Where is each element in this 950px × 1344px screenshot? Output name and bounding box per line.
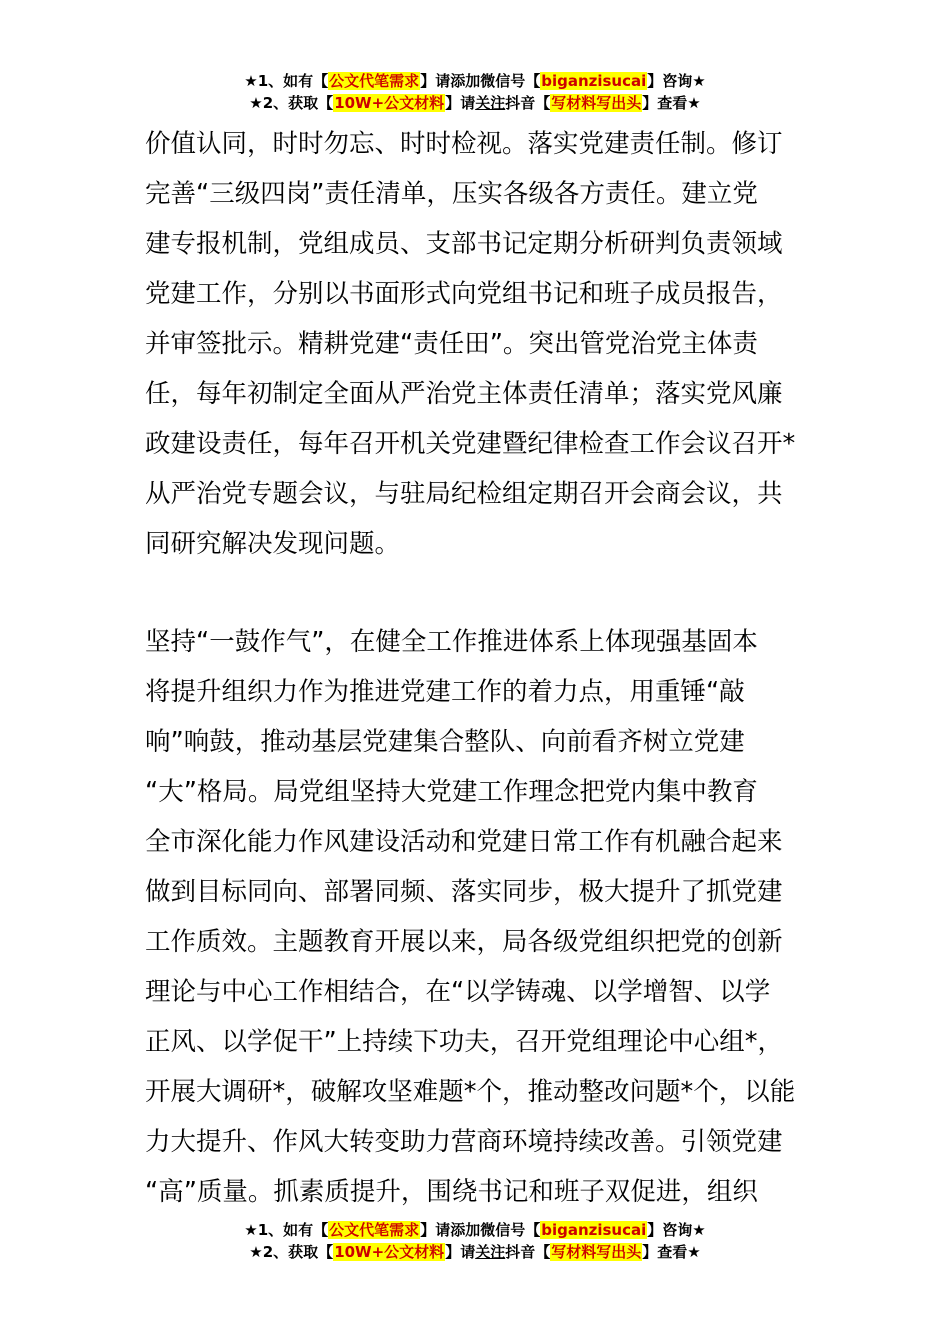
text-line: 同研究解决发现问题。 <box>145 529 401 559</box>
body-paragraph-1 <box>145 119 807 569</box>
text-line: 价值认同，时时勿忘、时时检视。落实党建责任制。修订 <box>145 129 783 159</box>
text-line: 从严治党专题会议，与驻局纪检组定期召开会商会议，共 <box>145 479 783 509</box>
footer-promo-banner <box>0 1219 950 1263</box>
highlight-wechat-id: biganzisucai <box>541 1221 647 1239</box>
underlined-follow: 关注 <box>475 94 506 112</box>
text-line: 并审签批示。精耕党建“责任田”。突出管党治党主体责 <box>145 329 758 359</box>
text-line: 建专报机制，党组成员、支部书记定期分析研判负责领域 <box>145 229 783 259</box>
text-line: 力大提升、作风大转变助力营商环境持续改善。引领党建 <box>145 1127 783 1157</box>
text-line: “高”质量。抓素质提升，围绕书记和班子双促进，组织 <box>145 1177 758 1207</box>
text-line: 任，每年初制定全面从严治党主体责任清单；落实党风廉 <box>145 379 783 409</box>
header-promo-banner <box>0 70 950 114</box>
body-paragraph-2 <box>145 617 807 1217</box>
text-line: 完善“三级四岗”责任清单，压实各级各方责任。建立党 <box>145 179 758 209</box>
header-promo-line-2: ★2、获取【10W+公文材料】请关注抖音【写材料写出头】查看★ <box>249 94 701 112</box>
underlined-follow: 关注 <box>475 1243 506 1261</box>
highlight-writing-service: 公文代笔需求 <box>329 1221 420 1239</box>
text-line: “大”格局。局党组坚持大党建工作理念把党内集中教育 <box>145 777 758 807</box>
header-promo-line-1: ★1、如有【公文代笔需求】请添加微信号【biganzisucai】咨询★ <box>244 72 706 90</box>
text-line: 工作质效。主题教育开展以来，局各级党组织把党的创新 <box>145 927 783 957</box>
highlight-materials: 10W+公文材料 <box>334 1243 445 1261</box>
text-line: 将提升组织力作为推进党建工作的着力点，用重锤“敲 <box>145 677 745 707</box>
highlight-douyin-account: 写材料写出头 <box>551 94 642 112</box>
text-line: 坚持“一鼓作气”，在健全工作推进体系上体现强基固本 <box>145 627 758 657</box>
text-line: 做到目标同向、部署同频、落实同步，极大提升了抓党建 <box>145 877 783 907</box>
text-line: 党建工作，分别以书面形式向党组书记和班子成员报告， <box>145 279 783 309</box>
text-line: 政建设责任，每年召开机关党建暨纪律检查工作会议召开* <box>145 429 796 459</box>
text-line: 开展大调研*，破解攻坚难题*个，推动整改问题*个，以能 <box>145 1077 796 1107</box>
highlight-writing-service: 公文代笔需求 <box>329 72 420 90</box>
footer-promo-line-2: ★2、获取【10W+公文材料】请关注抖音【写材料写出头】查看★ <box>249 1243 701 1261</box>
text-line: 响”响鼓，推动基层党建集合整队、向前看齐树立党建 <box>145 727 745 757</box>
text-line: 全市深化能力作风建设活动和党建日常工作有机融合起来 <box>145 827 783 857</box>
highlight-wechat-id: biganzisucai <box>541 72 647 90</box>
highlight-douyin-account: 写材料写出头 <box>551 1243 642 1261</box>
text-line: 正风、以学促干”上持续下功夫，召开党组理论中心组*， <box>145 1027 783 1057</box>
highlight-materials: 10W+公文材料 <box>334 94 445 112</box>
footer-promo-line-1: ★1、如有【公文代笔需求】请添加微信号【biganzisucai】咨询★ <box>244 1221 706 1239</box>
text-line: 理论与中心工作相结合，在“以学铸魂、以学增智、以学 <box>145 977 771 1007</box>
